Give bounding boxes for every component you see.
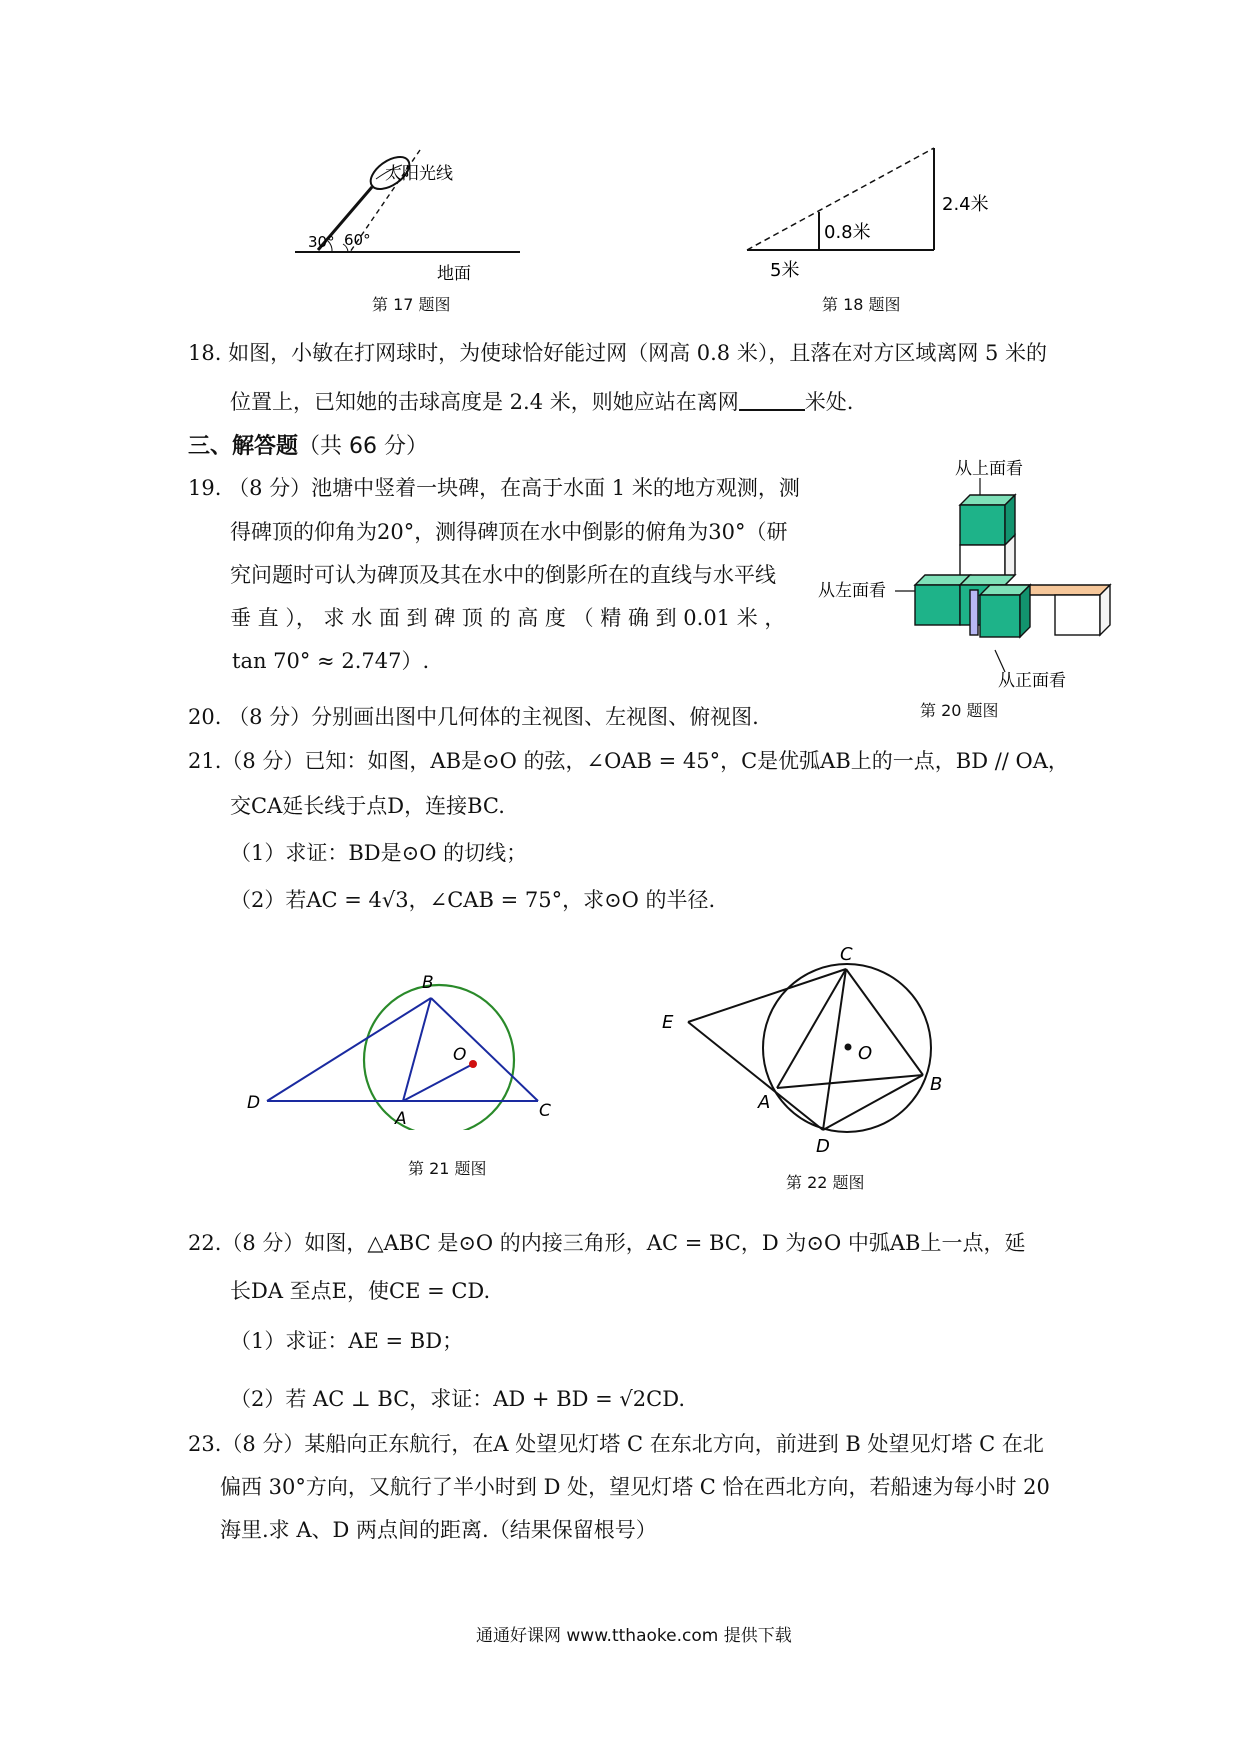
center-point [845,1044,852,1051]
left-view-label: 从左面看 [818,581,886,601]
answer-blank [739,389,805,411]
question-19-line-3: 究问题时可认为碑顶及其在水中的倒影所在的直线与水平线 [230,563,776,587]
ground-label: 地面 [437,264,471,284]
question-21-line-2: 交CA延长线于点D，连接BC. [230,794,505,818]
question-18-line-1: 18. 如图，小敏在打网球时，为使球恰好能过网（网高 0.8 米），且落在对方区域离网 5 米的 [188,341,1048,365]
net-height-label: 0.8米 [824,222,871,243]
page-footer: 通通好课网 www.tthaoke.com 提供下载 [476,1626,792,1646]
question-23-line-1: 23.（8 分）某船向正东航行，在A 处望见灯塔 C 在东北方向，前进到 B 处望见灯塔 C 在北 [188,1432,1044,1456]
center-point [469,1060,477,1068]
point-a-label: A [395,1109,407,1129]
figure-20-caption: 第 20 题图 [920,701,999,720]
figure-22 [650,940,960,1160]
question-21-sub-1: （1）求证：BD是⊙O 的切线； [230,841,528,865]
question-20-line-1: 20. （8 分）分别画出图中几何体的主视图、左视图、俯视图. [188,705,759,729]
top-view-label: 从上面看 [955,459,1023,479]
point-c-label: C [840,944,853,965]
angle-30-label: 30° [308,233,335,251]
section-title: 三、解答题（共 66 分） [188,434,428,459]
cube-stack [915,495,1110,637]
question-19-line-1: 19. （8 分）池塘中竖着一块碑，在高于水面 1 米的地方观测，测 [188,476,800,500]
point-d-label: D [247,1093,261,1113]
point-a-label: A [758,1092,771,1113]
angle-60-label: 60° [344,231,371,249]
point-o-label: O [453,1045,467,1065]
question-22-sub-1: （1）求证：AE = BD； [230,1329,464,1353]
point-d-label: D [816,1136,830,1157]
figure-18 [742,140,1012,285]
hit-height-label: 2.4米 [942,194,989,215]
segment-cd [823,969,846,1130]
question-22-sub-2: （2）若 AC ⊥ BC，求证：AD + BD = √2CD. [230,1387,685,1411]
point-b-label: B [930,1074,943,1095]
segment-ed [688,1022,823,1130]
question-23-line-3: 海里.求 A、D 两点间的距离.（结果保留根号） [220,1518,657,1542]
question-19-line-5: tan 70° ≈ 2.747）. [232,649,430,673]
question-23-line-2: 偏西 30°方向，又航行了半小时到 D 处，望见灯塔 C 恰在西北方向，若船速为每小时 20 [220,1475,1050,1499]
question-21-line-1: 21.（8 分）已知：如图，AB是⊙O 的弦，∠OAB = 45°，C是优弧AB上的一点，BD // OA， [188,749,1069,773]
segment-bc [431,998,538,1101]
figure-20 [815,450,1115,715]
question-18-line-2: 位置上，已知她的击球高度是 2.4 米，则她应站在离网 米处. [230,390,854,414]
sun-ray-label: 太阳光线 [385,164,453,184]
point-b-label: B [422,973,434,993]
segment-ao [403,1064,473,1101]
segment-ec [688,969,846,1022]
figure-22-caption: 第 22 题图 [786,1173,865,1192]
figure-17-caption: 第 17 题图 [372,295,451,314]
question-21-sub-2: （2）若AC = 4√3，∠CAB = 75°，求⊙O 的半径. [230,888,716,912]
point-e-label: E [662,1012,674,1033]
front-view-label: 从正面看 [998,671,1066,691]
distance-label: 5米 [770,260,800,281]
figure-18-caption: 第 18 题图 [822,295,901,314]
figure-17 [290,145,530,285]
question-19-line-2: 得碑顶的仰角为20°，测得碑顶在水中倒影的俯角为30°（研 [230,520,788,544]
question-19-line-4: 垂 直 ）， 求 水 面 到 碑 顶 的 高 度 （ 精 确 到 0.01 米 ， [230,606,786,630]
segment-ca [777,969,846,1088]
figure-21 [235,960,565,1130]
question-22-line-1: 22.（8 分）如图，△ABC 是⊙O 的内接三角形，AC = BC，D 为⊙O 中弧AB上一点，延 [188,1231,1026,1255]
question-22-line-2: 长DA 至点E，使CE = CD. [230,1279,491,1303]
point-c-label: C [539,1101,551,1121]
figure-21-caption: 第 21 题图 [408,1159,487,1178]
point-o-label: O [858,1043,873,1064]
